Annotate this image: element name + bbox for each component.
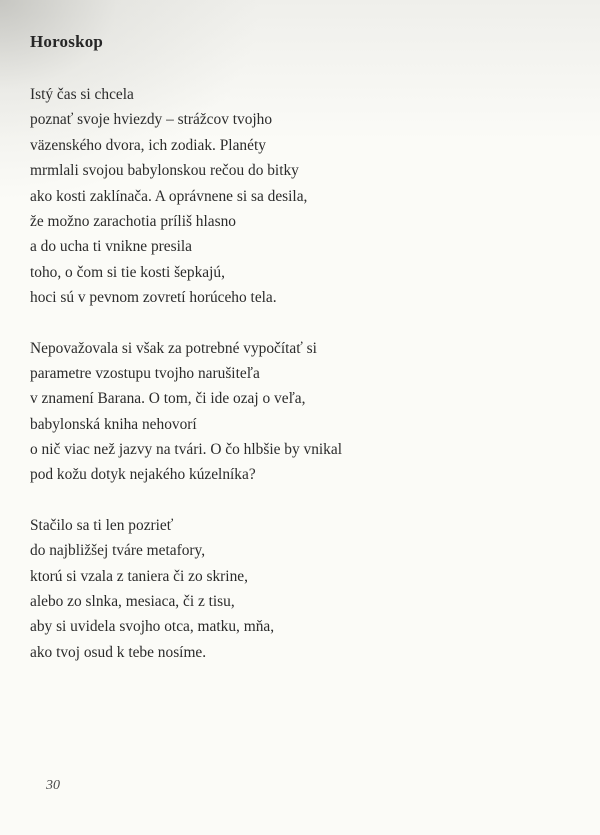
stanza [30, 513, 570, 665]
poem-line: toho, o čom si tie kosti šepkajú, [30, 263, 225, 281]
stanza [30, 336, 570, 488]
poem-body [30, 82, 570, 690]
poem-line: a do ucha ti vnikne presila [30, 238, 192, 256]
poem-title: Horoskop [30, 32, 104, 51]
poem-line: ktorú si vzala z taniera či zo skrine, [30, 567, 248, 585]
poem-line: ako kosti zaklínača. A oprávnene si sa desila, [30, 187, 308, 205]
poem-line: babylonská kniha nehovorí [30, 415, 197, 433]
poem-line: v znamení Barana. O tom, či ide ozaj o veľa, [30, 390, 306, 408]
poem-line: hoci sú v pevnom zovretí horúceho tela. [30, 289, 277, 307]
poem-line: parametre vzostupu tvojho narušiteľa [30, 364, 260, 382]
poem-line: pod kožu dotyk nejakého kúzelníka? [30, 466, 256, 484]
poem-line: alebo zo slnka, mesiaca, či z tisu, [30, 593, 235, 611]
poem-line: do najbližšej tváre metafory, [30, 542, 206, 560]
poem-line: poznať svoje hviezdy – strážcov tvojho [30, 111, 273, 129]
poem-line: väzenského dvora, ich zodiak. Planéty [30, 136, 266, 154]
poem-line: aby si uvidela svojho otca, matku, mňa, [30, 618, 275, 636]
poem-line: že možno zarachotia príliš hlasno [30, 212, 236, 230]
poem-line: o nič viac než jazvy na tvári. O čo hlbšie by vnikal [30, 441, 342, 459]
page-number: 30 [46, 778, 60, 793]
poem-line: Istý čas si chcela [30, 86, 134, 103]
poem-line: ako tvoj osud k tebe nosíme. [30, 643, 207, 661]
poem-line: Stačilo sa ti len pozrieť [30, 516, 174, 534]
poem-line: mrmlali svojou babylonskou rečou do bitky [30, 162, 299, 180]
stanza [30, 82, 570, 311]
poem-line: Nepovažovala si však za potrebné vypočítať si [30, 339, 317, 357]
